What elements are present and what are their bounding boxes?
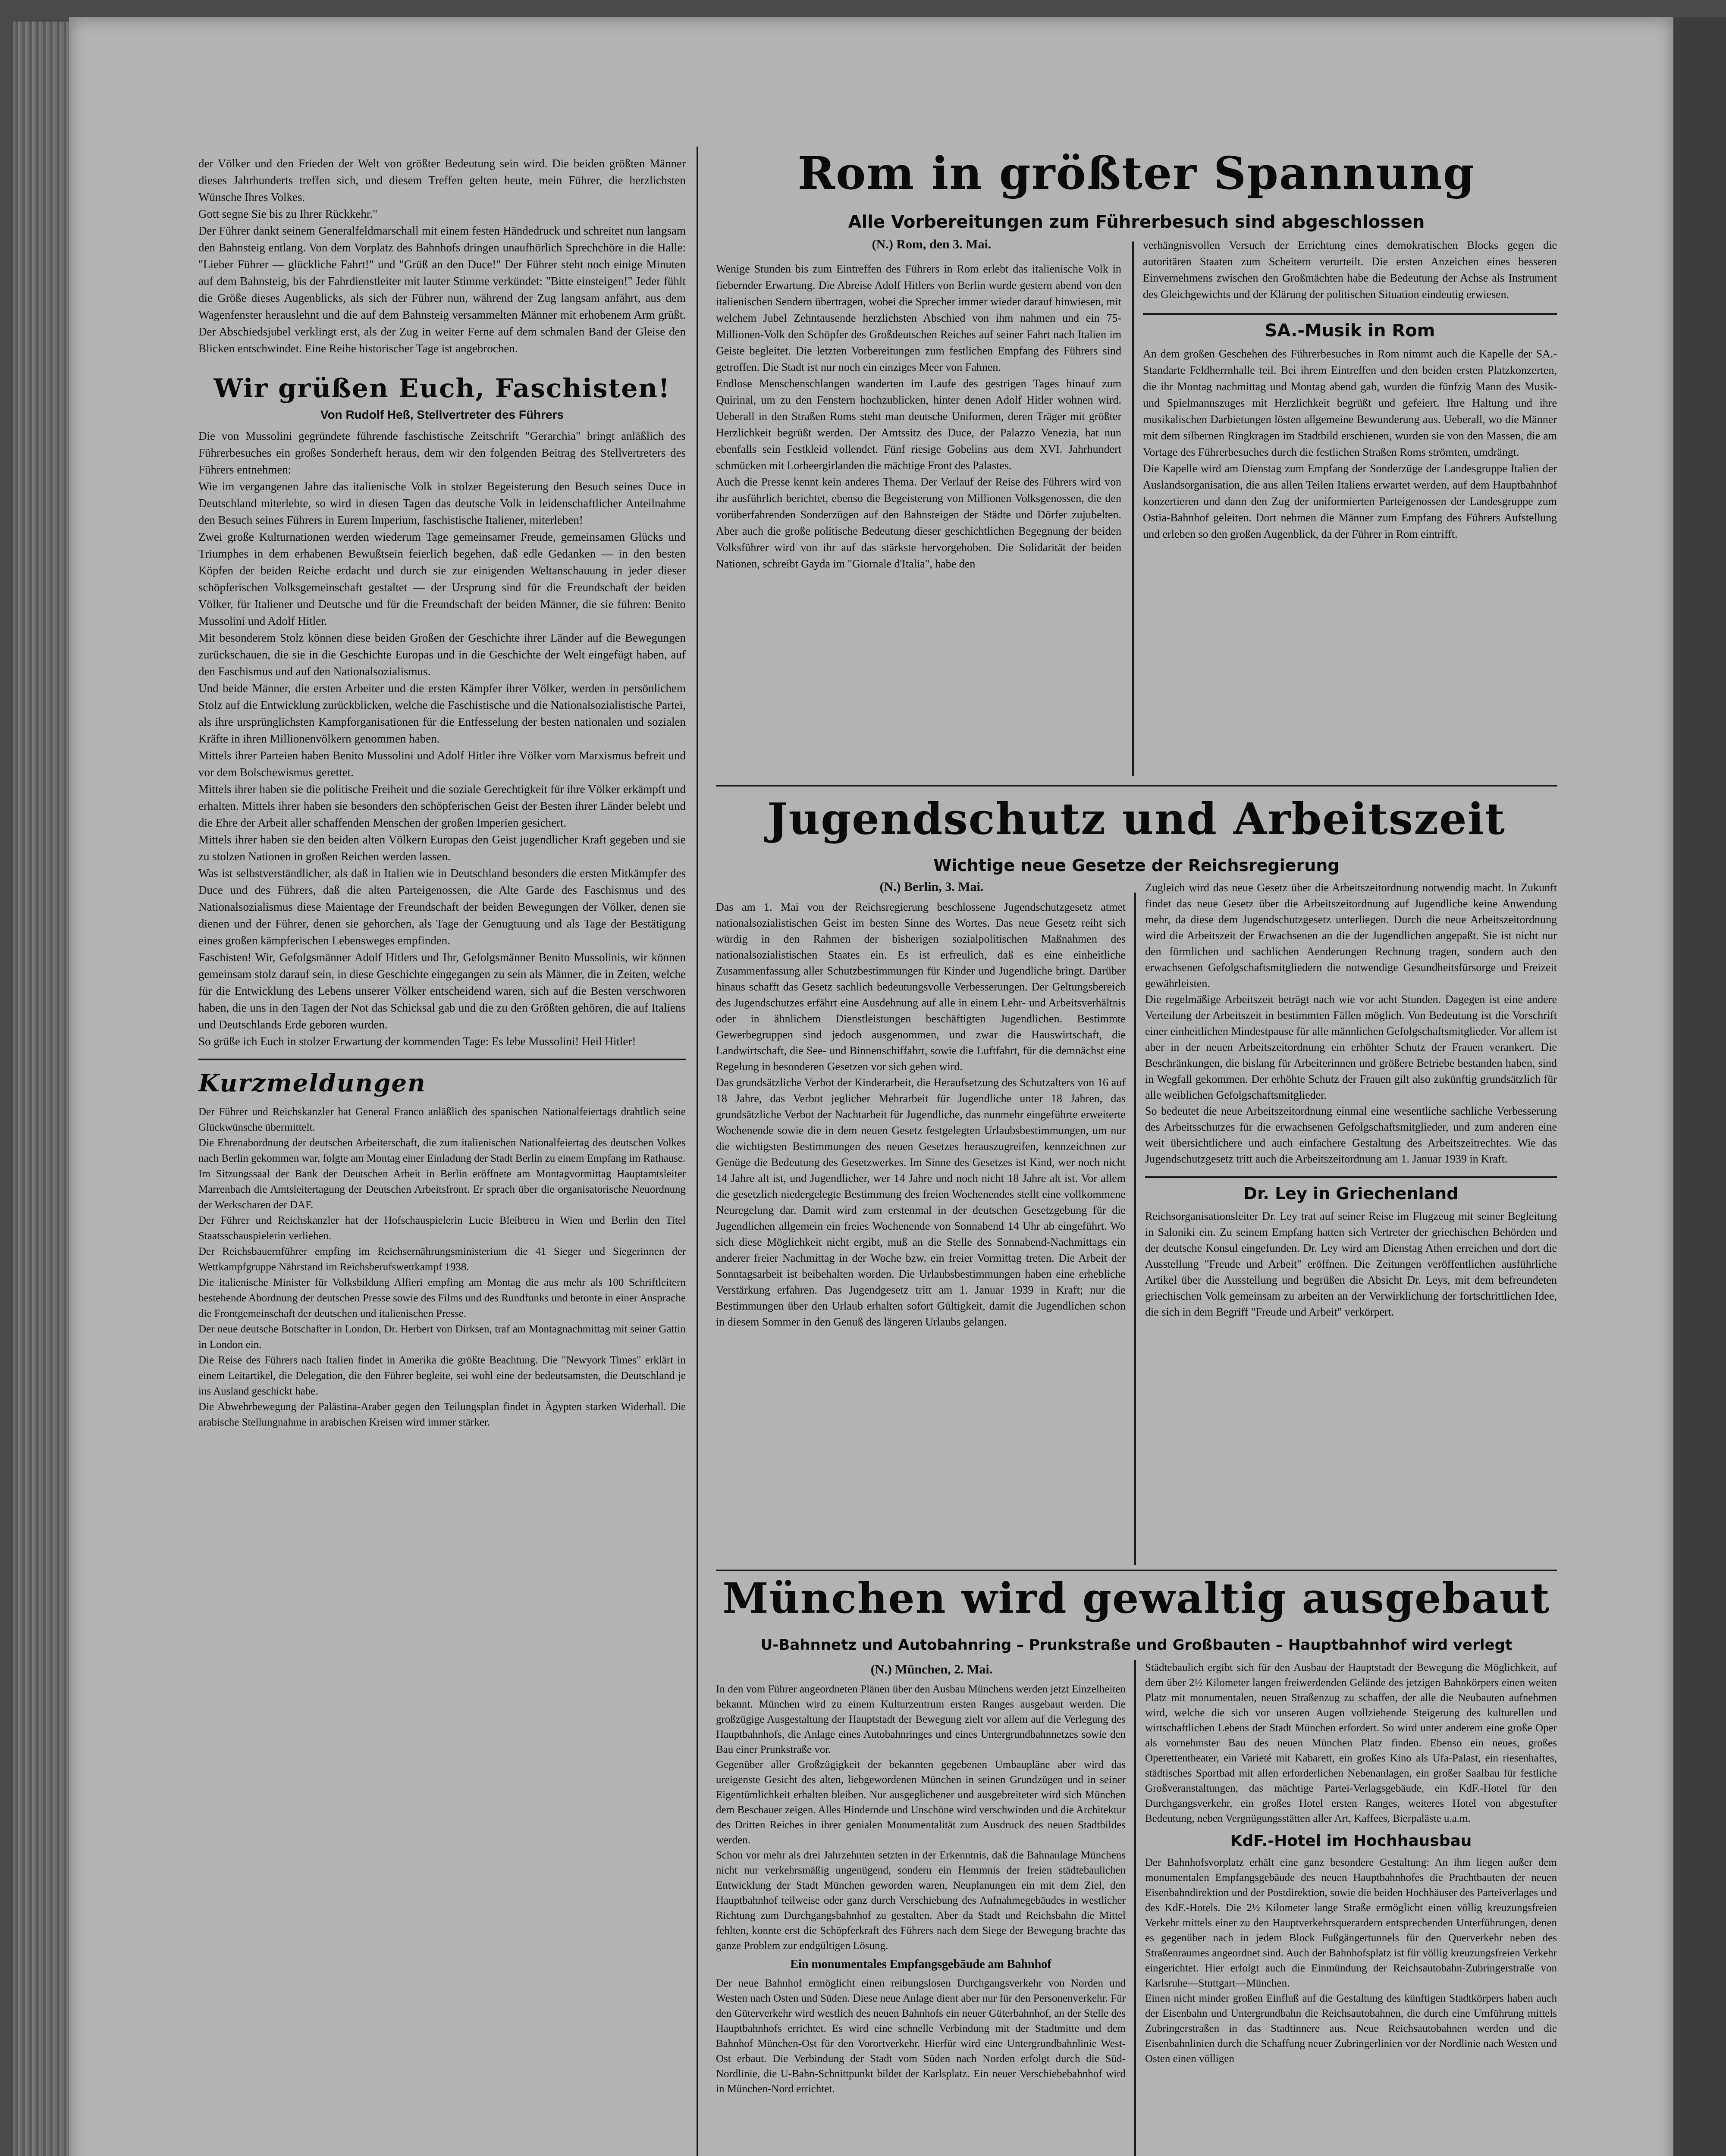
- book-page-edges: [13, 22, 69, 2156]
- muenchen-subheadline: U-Bahnnetz und Autobahnring – Prunkstraße und Großbauten – Hauptbahnhof wird verlegt: [760, 1636, 1513, 1654]
- muenchen-text-1: In den vom Führer angeordneten Plänen über den Ausbau Münchens werden jetzt Einzelheiten bekannt. München wird zu einem Kulturzentrum ersten Ranges ausgebaut werden. Die großzügige Ausgestaltung der Hauptstadt der Bewegung zielt vor allem auf die Verlegung des Hauptbahnhofs, die Anlage eines Autobahnringes und eines Untergrundbahnnetzes sowie den Bau einer Prunkstraße vor. Gegenüber aller Großzügigkeit der bekannten gegebenen Umbaupläne aber wird das ureigenste Gesicht des alten, liebgewordenen München in seinen Grundzügen und in seiner Eigentümlichkeit erhalten bleiben. Nur ausgeglichener und ausgebreiteter wird sich München dem Beschauer zeigen. Alles Hindernde und Unschöne wird verschwinden und die Architektur des Dritten Reiches in ihrer genialen Monumentalität zum Ausdruck des neuen Stadtbildes werden. Schon vor mehr als drei Jahrzehnten setzten in der Erkenntnis, daß die Bahnanlage Münchens nicht nur verkehrsmäßig ungenügend, sondern ein Hemmnis der freien städtebaulichen Entwicklung der Stadt München geworden waren, Neuplanungen ein mit dem Ziel, den Hauptbahnhof teilweise oder ganz durch Verschiebung des Aufnahmegebäudes in westlicher Richtung zum Durchgangsbahnhof zu gestalten. Aber da Stadt und Reichsbahn die Mittel fehlten, konnte erst die Schöpferkraft des Führers nach dem Siege der Bewegung brachte das ganze Problem zur endgültigen Lösung.: [716, 1683, 1126, 1952]
- rom-headline: Rom in größter Spannung: [797, 147, 1475, 200]
- jugend-column-1: [716, 899, 1126, 1330]
- newspaper-page: [69, 17, 1673, 2156]
- left-column: [198, 155, 686, 1430]
- muenchen-text-2: Städtebaulich ergibt sich für den Ausbau der Hauptstadt der Bewegung die Möglichkeit, auf dem über 2½ Kilometer langen freiwerdenden Gelände des jetzigen Bahnkörpers einen weiten Platz mit monumentalen, neuen Straßenzug zu schaffen, der alle die Neubauten aufnehmen wird, welche die sich vor unseren Augen vollziehende Steigerung des kulturellen und wirtschaftlichen Lebens der Stadt München erfordert. So wird unter anderem eine große Oper als vornehmster Bau des neuen München Platz finden. Ebenso ein neues, großes Operettentheater, ein Varieté mit Kabarett, ein großes Kino als Ufa-Palast, ein riesenhaftes, städtisches Sportbad mit allen erforderlichen Nebenanlagen, ein großer Saalbau für festliche Großveranstaltungen, das mächtige Partei-Verlagsgebäude, ein KdF.-Hotel für den Durchgangsverkehr, ein großes Hotel ersten Ranges, weiteres Hotel von abgestufter Bedeutung, neben Vergnügungsstätten aller Art, Kaffees, Bierpaläste u.a.m.: [1145, 1662, 1557, 1824]
- muenchen-headline: München wird gewaltig ausgebaut: [722, 1574, 1550, 1623]
- ley-divider: [1145, 1176, 1557, 1178]
- ley-headline: Dr. Ley in Griechenland: [1243, 1184, 1459, 1203]
- column-rule-jugend: [1134, 893, 1136, 1565]
- hess-byline: Von Rudolf Heß, Stellvertreter des Führers: [320, 408, 564, 421]
- muenchen-column-1: [716, 1682, 1126, 2096]
- sa-text: An dem großen Geschehen des Führerbesuches in Rom nimmt auch die Kapelle der SA.-Standarte Feldherrnhalle teil. Bei ihrem Eintreffen und den beiden ersten Platzkonzerten, die ihr Montag nachmittag und Montag abend gab, wurden die fünfzig Mann des Musik- und Spielmannszuges mit Herzlichkeit begrüßt und gefeiert. Ihre Haltung und ihre musikalischen Darbietungen lösten allgemeine Bewunderung aus. Ueberall, wo die Männer mit dem silbernen Ringkragen im Stadtbild erschienen, wurden sie von den Massen, die am Vortage des Führerbesuches durch die festlichen Straßen Roms strömten, umdrängt. Die Kapelle wird am Dienstag zum Empfang der Sonderzüge der Landesgruppe Italien der Auslandsorganisation, die aus allen Teilen Italiens erwartet werden, auf dem Hauptbahnhof konzertieren und dann den Zug der uniformierten Parteigenossen der Landesgruppe zum Ostia-Bahnhof geleiten. Dort nehmen die Männer zum Empfang des Führers Aufstellung und erleben so den großen Augenblick, da der Führer in Rom eintrifft.: [1143, 348, 1557, 540]
- jugend-headline: Jugendschutz und Arbeitszeit: [767, 793, 1506, 844]
- kurzmeldungen-headline: Kurzmeldungen: [198, 1069, 426, 1097]
- sa-divider: [1143, 313, 1557, 315]
- jugend-bottom-rule: [716, 1570, 1557, 1571]
- jugend-dateline: (N.) Berlin, 3. Mai.: [879, 880, 984, 894]
- rom-text-2: verhängnisvollen Versuch der Errichtung eines demokratischen Blocks gegen die autoritären Staaten zum Scheitern verurteilt. Die ersten Anzeichen eines besseren Einvernehmens zwischen den Großmächten habe die Bedeutung der Achse als Instrument des Gleichgewichts und der Klärung der politischen Situation eindeutig erwiesen.: [1143, 239, 1557, 301]
- rom-column-1: [716, 261, 1121, 572]
- column-rule-muenchen: [1134, 1660, 1136, 2156]
- sa-headline: SA.-Musik in Rom: [1265, 321, 1435, 341]
- rom-bottom-rule: [716, 785, 1557, 787]
- jugend-text-1: Das am 1. Mai von der Reichsregierung beschlossene Jugendschutzgesetz atmet nationalsozialistischen Geist im besten Sinne des Wortes. Das neue Gesetz reiht sich würdig in den Rahmen der bisherigen sozialpolitischen Maßnahmen des nationalsozialistischen Staates ein. Es ist erfreulich, daß es eine einheitliche Zusammenfassung aller Schutzbestimmungen für Kinder und Jugendliche bringt. Darüber hinaus schafft das Gesetz sachlich bedeutungsvolle Verbesserungen. Der Geltungsbereich des Jugendschutzes erfährt eine Ausdehnung auf alle in einem Lehr- und Arbeitsverhältnis oder in ähnlichem Dienstleistungen beschäftigten Jugendlichen. Bestimmte Gewerbegruppen sind jedoch ausgenommen, und zwar die Hauswirtschaft, die Landwirtschaft, die See- und Binnenschiffahrt, sowie die Luftfahrt, für die demnächst eine Regelung in besonderen Gesetzen vor sich gehen wird. Das grundsätzliche Verbot der Kinderarbeit, die Heraufsetzung des Schutzalters von 16 auf 18 Jahre, das Verbot jeglicher Mehrarbeit für Jugendliche unter 18 Jahren, das grundsätzliche Verbot der Nachtarbeit für Jugendliche, das nunmehr eingeführte erweiterte Wochenende sowie die in dem neuen Gesetz festgelegten Urlaubsbestimmungen, um nur die wichtigsten Bestimmungen des neuen Gesetzes herauszugreifen, kennzeichnen zur Genüge die Bedeutung des Gesetzwerkes. Im Sinne des Gesetzes ist Kind, wer noch nicht 14 Jahre alt ist, und Jugendlicher, wer 14 Jahre und noch nicht 18 Jahre alt ist. Vor allem die gesetzlich niedergelegte Bestimmung des freien Wochenendes stellt eine vollkommene Neuregelung dar. Damit wird zum erstenmal in der deutschen Gesetzgebung für die Jugendlichen allgemein ein freies Wochenende von Sonnabend 14 Uhr ab eingeführt. Wo sich diese Möglichkeit nicht ergibt, muß an die Stelle des Sonnabend-Nachmittags ein anderer freier Nachmittag in der Woche bzw. ein freier Vormittag treten. Die Arbeit der Sonntagsarbeit ist beibehalten worden. Die Urlaubsbestimmungen haben eine erhebliche Verstärkung erfahren. Das Jugendgesetz tritt am 1. Januar 1939 in Kraft; nur die Bestimmungen über den Urlaub erhalten sofort Gültigkeit, damit die Jugendlichen schon in diesem Sommer in den Genuß des längeren Urlaubs gelangen.: [716, 901, 1126, 1328]
- muenchen-text-1b: Der neue Bahnhof ermöglicht einen reibungslosen Durchgangsverkehr von Norden und Westen nach Osten und Süden. Diese neue Anlage dient aber nur für den Personenverkehr. Für den Güterverkehr wird westlich des neuen Bahnhofs ein neuer Güterbahnhof, an der Stelle des Hauptbahnhofs errichtet. Es wird eine schnelle Verbindung mit der Stadtmitte und dem Bahnhof München-Ost für den Vorortverkehr. Hierfür wird eine Untergrundbahnlinie West-Ost erbaut. Die Verbindung der Stadt vom Süden nach Norden erfolgt durch die Süd-Nordlinie, die U-Bahn-Schnittpunkt bildet der Karlsplatz. Ein neuer Verschiebebahnhof wird in München-Nord errichtet.: [716, 1977, 1126, 2095]
- rom-text-1: Wenige Stunden bis zum Eintreffen des Führers in Rom erlebt das italienische Volk in fiebernder Erwartung. Die Abreise Adolf Hitlers von Berlin wurde gestern abend von den italienischen Sendern übertragen, wobei die Sprecher immer wieder darauf hinwiesen, mit welchem Jubel Zehntausende herzlichsten Abschied von ihm nahmen und ein 75-Millionen-Volk den Schöpfer des Großdeutschen Reiches auf seiner Fahrt nach Italien im Geiste begleitet. Die letzten Vorbereitungen zum festlichen Empfang des Führers sind getroffen. Die Stadt ist nur noch ein einziges Meer von Fahnen. Endlose Menschenschlangen wanderten im Laufe des gestrigen Tages hinauf zum Quirinal, um zu den Fenstern hochzublicken, hinter denen Adolf Hitler wohnen wird. Ueberall in den Straßen Roms steht man deutsche Uniformen, deren Träger mit größter Herzlichkeit begrüßt werden. Der Amtssitz des Duce, der Palazzo Venezia, hat nun ebenfalls sein Festkleid vollendet. Fünf riesige Gobelins aus dem XVI. Jahrhundert schmücken mit Lorbeergirlanden die mächtige Front des Palastes. Auch die Presse kennt kein anderes Thema. Der Verlauf der Reise des Führers wird von ihr ausführlich berichtet, ebenso die Begeisterung von Millionen Volksgenossen, die den vorüberfahrenden Sonderzügen auf den Bahnsteigen der Städte und Dörfer zujubelten. Aber auch die große politische Bedeutung dieser geschichtlichen Begegnung der beiden Volksführer wird von ihr auf das stärkste hervorgehoben. Die Solidarität der beiden Nationen, schreibt Gayda im "Giornale d'Italia", habe den: [716, 263, 1121, 570]
- jugend-subheadline: Wichtige neue Gesetze der Reichsregierung: [933, 856, 1340, 875]
- intro-text: der Völker und den Frieden der Welt von größter Bedeutung sein wird. Die beiden größten Männer dieses Jahrhunderts treffen sich, und diesem Treffen gelten heute, mein Führer, die herzlichsten Wünsche Ihres Volkes. Gott segne Sie bis zu Ihrer Rückkehr." Der Führer dankt seinem Generalfeldmarschall mit einem festen Händedruck und schreitet nun langsam den Bahnsteig entlang. Von dem Vorplatz des Bahnhofs dringen unaufhörlich Sprechchöre in die Halle: "Lieber Führer — glückliche Fahrt!" und "Grüß an den Duce!" Der Führer steht noch einige Minuten auf dem Bahnsteig, bis der Fahrdienstleiter mit lauter Stimme verkündet: "Bitte einsteigen!" Jeder fühlt die Größe dieses Augenblicks, als sich der Führer nun, während der Zug langsam anfährt, aus dem Wagenfenster herauslehnt und die auf dem Bahnsteig versammelten Männer mit erhobenem Arm grüßt. Der Abschiedsjubel verklingt erst, als der Zug in weiter Ferne auf dem schmalen Band der Gleise den Blicken entschwindet. Eine Reihe historischer Tage ist angebrochen.: [198, 157, 686, 355]
- muenchen-column-2: [1145, 1660, 1557, 2066]
- jugend-column-2: [1145, 880, 1557, 1320]
- muenchen-dateline: (N.) München, 2. Mai.: [870, 1662, 993, 1677]
- kurzmeldungen-text: Der Führer und Reichskanzler hat General Franco anläßlich des spanischen Nationalfeiertags drahtlich seine Glückwünsche übermittelt. Die Ehrenabordnung der deutschen Arbeiterschaft, die zum italienischen Nationalfeiertag des deutschen Volkes nach Berlin gekommen war, folgte am Montag einer Einladung der Stadt Berlin zu einem Empfang im Rathause. Im Sitzungssaal der Bank der Deutschen Arbeit in Berlin eröffnete am Montagvormittag Hauptamtsleiter Marrenbach die Amtsleitertagung der Deutschen Arbeitsfront. Er sprach über die organisatorische Neuordnung der Werkscharen der DAF. Der Führer und Reichskanzler hat der Hofschauspielerin Lucie Bleibtreu in Wien und Berlin den Titel Staatsschauspielerin verliehen. Der Reichsbauernführer empfing im Reichsernährungsministerium die 41 Sieger und Siegerinnen der Wettkampfgruppe Nährstand im Reichsberufswettkampf 1938. Die italienische Minister für Volksbildung Alfieri empfing am Montag die aus mehr als 100 Schriftleitern bestehende Abordnung der deutschen Presse sowie des Films und des Rundfunks und betonte in einer Ansprache die Frontgemeinschaft der deutschen und italienischen Presse. Der neue deutsche Botschafter in London, Dr. Herbert von Dirksen, traf am Montagnachmittag mit seiner Gattin in London ein. Die Reise des Führers nach Italien findet in Amerika die größte Beachtung. Die "Newyork Times" erklärt in einem Leitartikel, die Delegation, die den Führer begleite, sei wohl eine der bedeutsamsten, die Deutschland je ins Ausland geschickt habe. Die Abwehrbewegung der Palästina-Araber gegen den Teilungsplan findet in Ägypten starken Widerhall. Die arabische Stellungnahme in arabischen Kreisen wird immer stärker.: [198, 1106, 686, 1428]
- muenchen-inner-head: Ein monumentales Empfangsgebäude am Bahnhof: [790, 1958, 1051, 1971]
- rom-dateline: (N.) Rom, den 3. Mai.: [872, 237, 992, 251]
- rom-column-2: [1143, 237, 1557, 542]
- kdf-headline: KdF.-Hotel im Hochhausbau: [1230, 1832, 1472, 1850]
- hess-headline: Wir grüßen Euch, Faschisten!: [213, 373, 671, 404]
- section-divider: [198, 1059, 686, 1060]
- scanner-right-edge: [1673, 17, 1726, 2156]
- hess-text: Die von Mussolini gegründete führende faschistische Zeitschrift "Gerarchia" bringt anläßlich des Führerbesuches ein großes Sonderheft heraus, dem wir den folgenden Beitrag des Stellvertreters des Führers entnehmen: Wie im vergangenen Jahre das italienische Volk in stolzer Begeisterung den Besuch seines Duce in Deutschland miterlebte, so wird in diesen Tagen das deutsche Volk in leidenschaftlicher Anteilnahme den Besuch seines Führers in Eurem Imperium, faschistische Italiener, miterleben! Zwei große Kulturnationen werden wiederum Tage gemeinsamer Freude, gemeinsamen Glücks und Triumphes in dem erhabenen Bewußtsein feierlich begehen, daß edle Gedanken — in den besten Köpfen der beiden Reiche erdacht und durch sie zur einigenden Weltanschauung in jeder dieser schöpferischen Volksgemeinschaft gestaltet — der Ursprung sind für die Freundschaft der beiden Völker, für Italiener und Deutsche und für die Freundschaft der beiden Männer, die sie führen: Benito Mussolini und Adolf Hitler. Mit besonderem Stolz können diese beiden Großen der Geschichte ihrer Länder auf die Bewegungen zurückschauen, die sie in die Geschichte Europas und in die Geschichte der Welt eingefügt haben, auf den Faschismus und auf den Nationalsozialismus. Und beide Männer, die ersten Arbeiter und die ersten Kämpfer ihrer Völker, werden in persönlichem Stolz auf die Entwicklung zurückblicken, welche die Faschistische und die Nationalsozialistische Partei, als ihre ursprünglichsten Kampforganisationen für die Entfesselung der besten nationalen und sozialen Kräfte in ihren Millionenvölkern genommen haben. Mittels ihrer Parteien haben Benito Mussolini und Adolf Hitler ihre Völker vom Marxismus befreit und vor dem Bolschewismus gerettet. Mittels ihrer haben sie die politische Freiheit und die soziale Gerechtigkeit für ihre Völker erkämpft und erhalten. Mittels ihrer haben sie besonders den schöpferischen Geist der Besten ihrer Länder belebt und die Ehre der Arbeit aller schaffenden Menschen der großen Imperien gesichert. Mittels ihrer haben sie den beiden alten Völkern Europas den Geist jugendlicher Kraft gegeben und sie zu stolzen Nationen in großen Reichen werden lassen. Was ist selbstverständlicher, als daß in Italien wie in Deutschland besonders die ersten Mitkämpfer des Duce und des Führers, daß die alten Parteigenossen, die Alte Garde des Faschismus und des Nationalsozialismus diese Maientage der Freundschaft der beiden Bewegungen der Völker, denen sie dienen und der Führer, denen sie gehorchen, als Tage der Genugtuung und als Tage der Bestätigung eines großen kämpferischen Lebensweges empfinden. Faschisten! Wir, Gefolgsmänner Adolf Hitlers und Ihr, Gefolgsmänner Benito Mussolinis, wir können gemeinsam stolz darauf sein, in diese Geschichte eingegangen zu sein als Männer, die in Zeiten, welche für die Entwicklung des Lebens unserer Völker entscheidend waren, sich auf die Besten verschworen haben, die uns in den Tagen der Not das Schicksal gab und die zu den Größten gehören, die auf Italiens und Deutschlands Erde geboren wurden. So grüße ich Euch in stolzer Erwartung der kommenden Tage: Es lebe Mussolini! Heil Hitler!: [198, 429, 686, 1048]
- column-rule-rom: [1132, 241, 1134, 776]
- column-rule-left: [697, 147, 698, 2156]
- jugend-text-2: Zugleich wird das neue Gesetz über die Arbeitszeitordnung notwendig macht. In Zukunft findet das neue Gesetz über die Arbeitszeitordnung auf Jugendliche keine Anwendung mehr, da diese dem Jugendschutzgesetz unterliegen. Durch die neue Arbeitszeitordnung wird die Arbeitszeit der Erwachsenen an die der Jugendlichen angepaßt. Sie ist nicht nur den förmlichen und sachlichen Aenderungen Rechnung tragen, sondern auch den erwachsenen Gefolgschaftsmitgliedern die notwendige Gesundheitsfürsorge und Freizeit gewährleisten. Die regelmäßige Arbeitszeit beträgt nach wie vor acht Stunden. Dagegen ist eine andere Verteilung der Arbeitszeit in bestimmten Fällen möglich. Von Bedeutung ist die Vorschrift einer einheitlichen Mindestpause für alle männlichen Gefolgschaftsmitglieder. Vor allem ist aber in der neuen Arbeitszeitordnung ein erhöhter Schutz der Frauen verankert. Die Beschränkungen, die bislang für Arbeiterinnen und größere Betriebe bestanden haben, sind in Wegfall gekommen. Der erhöhte Schutz der Frauen gilt also zukünftig grundsätzlich für alle weiblichen Gefolgschaftsmitglieder. So bedeutet die neue Arbeitszeitordnung einmal eine wesentliche sachliche Verbesserung des Arbeitsschutzes für die erwachsenen Gefolgschaftsmitglieder, und zum anderen eine weit übersichtlichere und auch einfachere Gestaltung des Arbeitszeitrechtes. Wie das Jugendschutzgesetz tritt auch die Arbeitszeitordnung am 1. Januar 1939 in Kraft.: [1145, 881, 1557, 1165]
- rom-subheadline: Alle Vorbereitungen zum Führerbesuch sind abgeschlossen: [848, 212, 1425, 232]
- kdf-text: Der Bahnhofsvorplatz erhält eine ganz besondere Gestaltung: An ihm liegen außer dem monumentalen Empfangsgebäude des neuen Hauptbahnhofes die Prachtbauten der neuen Eisenbahndirektion und der Postdirektion, sowie die beiden Hochhäuser des Parteiverlages und des KdF.-Hotels. Die 2½ Kilometer lange Straße ermöglicht einen völlig kreuzungsfreien Verkehr mittels einer zu den Hauptverkehrsquerardern entsprechenden Unterführungen, denen es gegenüber nach in jedem Block Fußgängertunnels für den Querverkehr neben des Straßenraumes angeordnet sind. Auch der Bahnhofsplatz ist für völlig kreuzungsfreien Verkehr eingerichtet. Hier erfolgt auch die Einmündung der Reichsautobahn-Zubringerstraße von Karlsruhe—Stuttgart—München. Einen nicht minder großen Einfluß auf die Gestaltung des künftigen Stadtkörpers haben auch der Eisenbahn und Untergrundbahn die Reichsautobahnen, die durch eine Umführung mittels Zubringerstraßen in das Stadtinnere aus. Neue Reichsautobahnen werden und die Eisenbahnlinien durch die Schaffung neuer Zubringerlinien vor der Nordlinie nach Westen und Osten einen völligen: [1145, 1857, 1557, 2065]
- ley-text: Reichsorganisationsleiter Dr. Ley trat auf seiner Reise im Flugzeug mit seiner Begleitung in Saloniki ein. Zu seinem Empfang hatten sich Vertreter der griechischen Behörden und der deutsche Konsul eingefunden. Dr. Ley wird am Dienstag Athen erreichen und dort die Ausstellung "Freude und Arbeit" eröffnen. Die Zeitungen veröffentlichen ausführliche Artikel über die Ausstellung und begrüßen die Absicht Dr. Leys, mit dem befreundeten griechischen Volk gemeinsam zu arbeiten an der Verwirklichung der fortschrittlichen Idee, die sich in dem Begriff "Freude und Arbeit" verkörpert.: [1145, 1210, 1557, 1318]
